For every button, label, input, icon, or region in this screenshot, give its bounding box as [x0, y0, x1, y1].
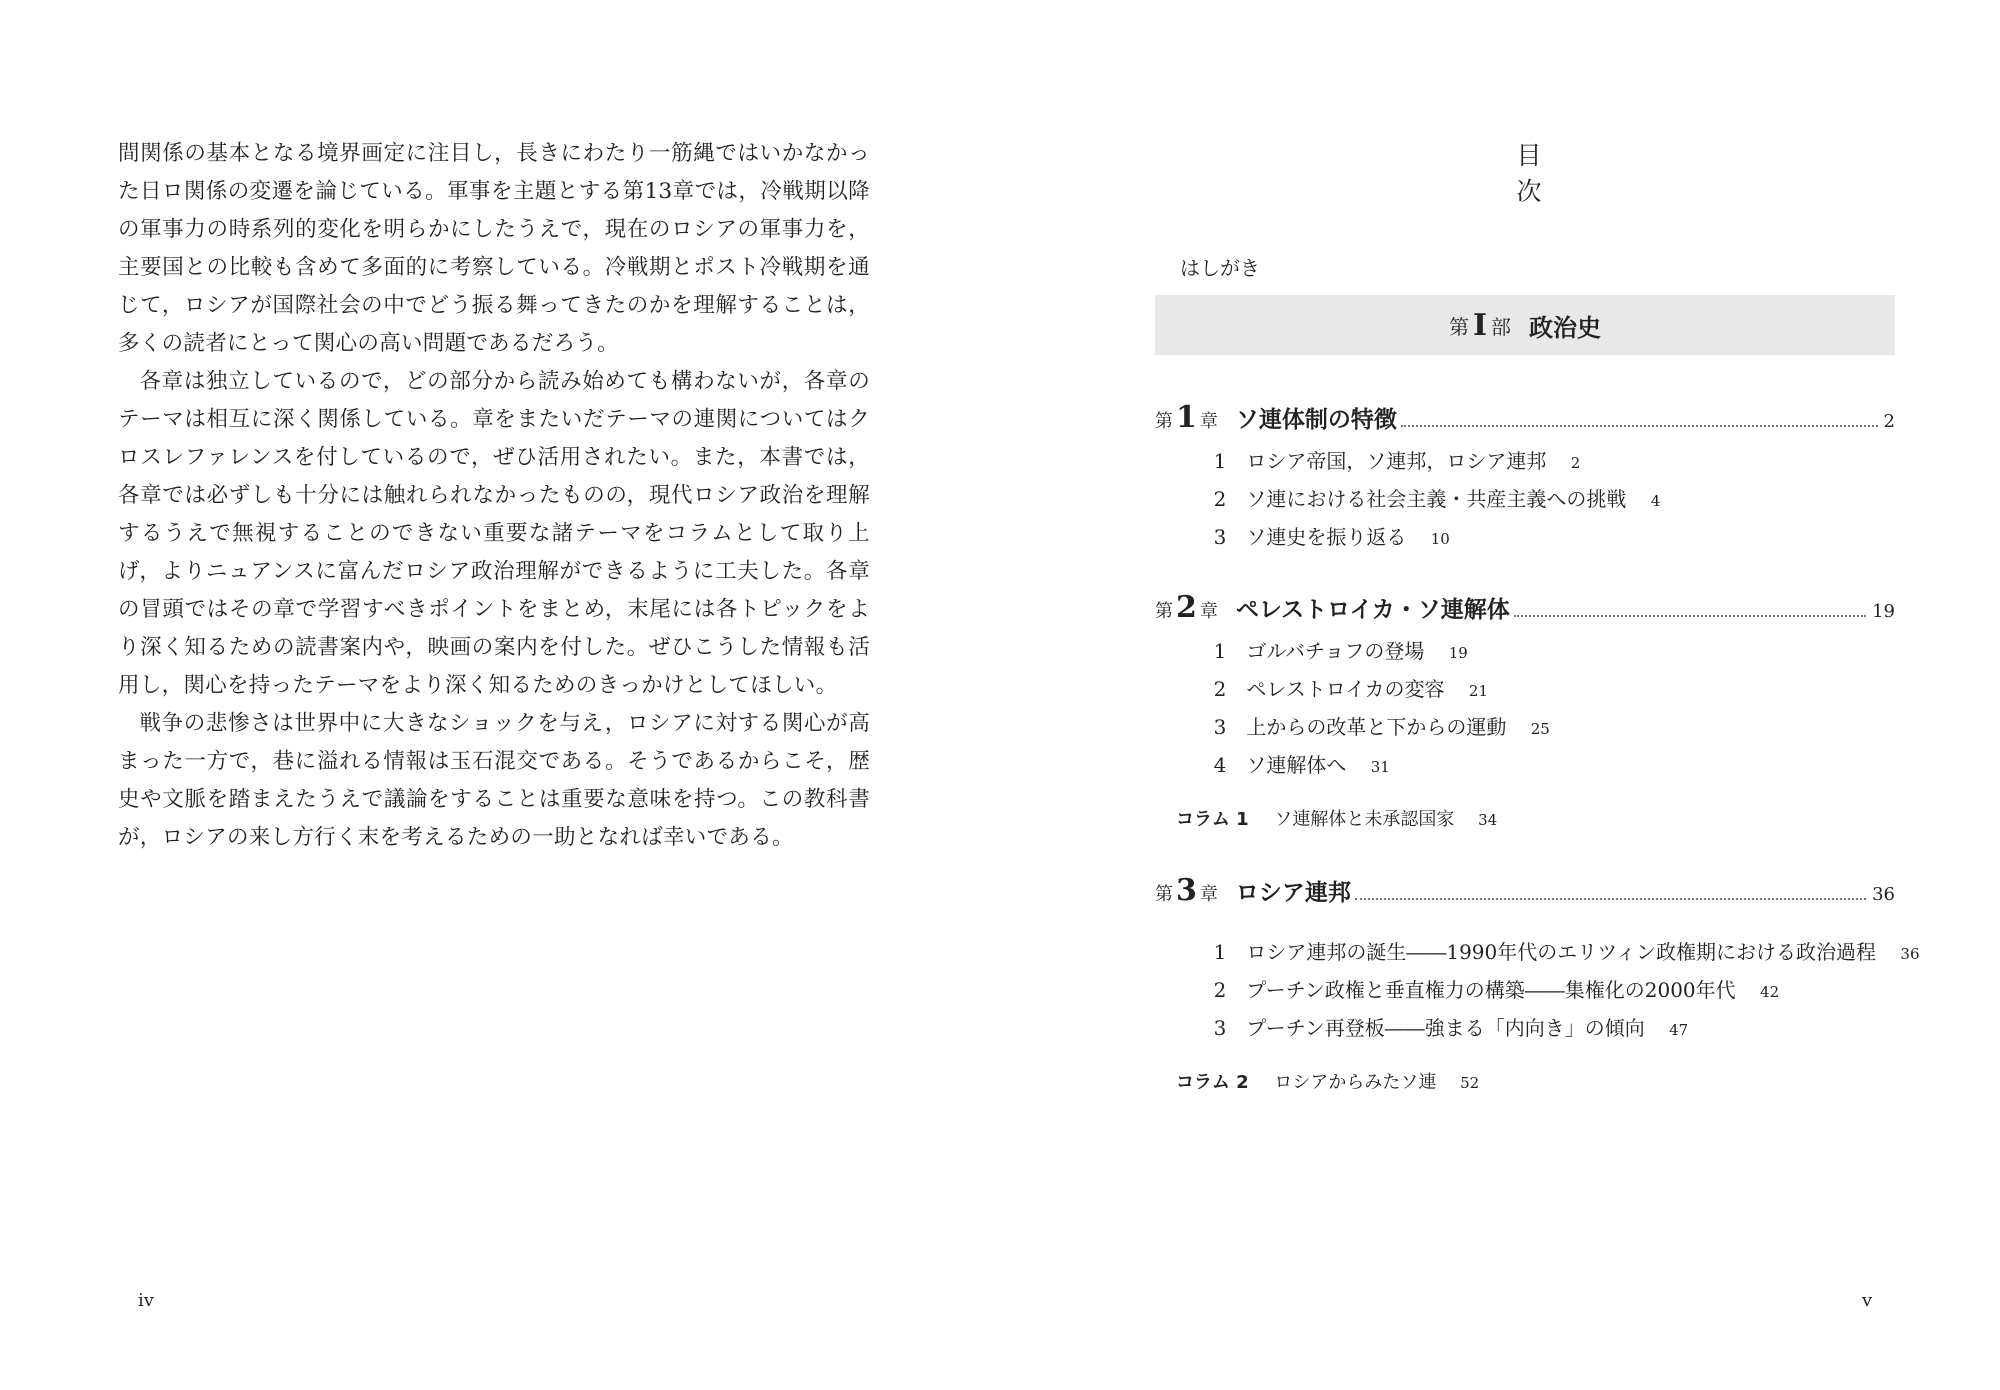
chapter-title: ロシア連邦: [1235, 880, 1351, 906]
section-number: 2: [1213, 487, 1227, 511]
column-page: 52: [1460, 1074, 1480, 1092]
toc-section: [1200, 483, 1660, 512]
section-page: 25: [1530, 720, 1550, 738]
part-number: I: [1472, 307, 1488, 343]
section-title: ロシア帝国，ソ連邦，ロシア連邦: [1246, 449, 1547, 473]
part-heading: [1155, 295, 1895, 355]
section-title: 上からの改革と下からの運動: [1246, 715, 1507, 739]
part-title: 政治史: [1529, 313, 1602, 342]
toc-section: [1200, 1012, 1688, 1041]
chapter-label-pre: 第: [1155, 411, 1173, 432]
right-page: [1000, 0, 2000, 1390]
chapter-page: 36: [1872, 884, 1895, 905]
section-page: 31: [1370, 758, 1390, 776]
toc-chapter: [1155, 590, 1895, 625]
section-page: 47: [1669, 1021, 1689, 1039]
toc-column-entry: [1176, 805, 1497, 831]
section-number: 1: [1213, 639, 1227, 663]
chapter-label-post: 章: [1199, 411, 1218, 432]
section-page: 4: [1650, 492, 1661, 510]
chapter-label-pre: 第: [1155, 884, 1173, 905]
chapter-number: 3: [1176, 873, 1197, 908]
section-title: ペレストロイカの変容: [1246, 677, 1445, 701]
column-label: コラム 2: [1176, 1072, 1249, 1093]
section-title: ゴルバチョフの登場: [1246, 639, 1425, 663]
section-title: ロシア連邦の誕生――1990年代のエリツィン政権期における政治過程: [1246, 940, 1877, 964]
section-page: 2: [1570, 454, 1581, 472]
section-number: 3: [1213, 525, 1227, 549]
section-number: 1: [1213, 449, 1227, 473]
section-title: ソ連解体へ: [1246, 753, 1347, 777]
page-number: v: [1862, 1290, 1873, 1311]
page-number: iv: [138, 1290, 154, 1311]
section-title: ソ連史を振り返る: [1246, 525, 1407, 549]
section-number: 1: [1213, 940, 1227, 964]
part-label-pre: 第: [1448, 314, 1469, 339]
leader-dots: [1355, 898, 1866, 900]
section-page: 21: [1468, 682, 1489, 700]
section-number: 2: [1213, 978, 1227, 1002]
toc-section: [1200, 673, 1488, 702]
leader-dots: [1514, 615, 1866, 617]
chapter-page: 19: [1872, 601, 1895, 622]
chapter-page: 2: [1883, 411, 1895, 432]
toc-chapter: [1155, 873, 1895, 908]
section-number: 3: [1213, 715, 1227, 739]
section-title: プーチン再登板――強まる「内向き」の傾向: [1246, 1016, 1645, 1040]
toc-section: [1200, 974, 1779, 1003]
chapter-number: 1: [1176, 400, 1197, 435]
leader-dots: [1401, 425, 1878, 427]
chapter-title: ペレストロイカ・ソ連解体: [1235, 597, 1510, 623]
chapter-title: ソ連体制の特徴: [1235, 407, 1397, 433]
chapter-number: 2: [1176, 590, 1197, 625]
paragraph: 間関係の基本となる境界画定に注目し，長きにわたり一筋縄ではいかなかった日ロ関係の変遷を論じている。軍事を主題とする第13章では，冷戦期以降の軍事力の時系列的変化を明らかにしたうえで，現在のロシアの軍事力を，主要国との比較も含めて多面的に考察している。冷戦期とポスト冷戦期を通じて，ロシアが国際社会の中でどう振る舞ってきたのかを理解することは，多くの読者にとって関心の高い問題であるだろう。: [118, 141, 870, 356]
paragraph: 戦争の悲惨さは世界中に大きなショックを与え，ロシアに対する関心が高まった一方で，巷に溢れる情報は玉石混交である。そうであるからこそ，歴史や文脈を踏まえたうえで議論をすることは重要な意味を持つ。この教科書が，ロシアの来し方行く末を考えるための一助となれば幸いである。: [118, 711, 870, 850]
column-label: コラム 1: [1176, 809, 1249, 830]
toc-section: [1200, 635, 1468, 664]
toc-section: [1200, 749, 1390, 778]
paragraph: 各章は独立しているので，どの部分から読み始めても構わないが，各章のテーマは相互に深く関係している。章をまたいだテーマの連関についてはクロスレファレンスを付しているので，ぜひ活用されたい。また，本書では，各章では必ずしも十分には触れられなかったものの，現代ロシア政治を理解するうえで無視することのできない重要な諸テーマをコラムとして取り上げ，よりニュアンスに富んだロシア政治理解ができるように工夫した。各章の冒頭ではその章で学習すべきポイントをまとめ，末尾には各トピックをより深く知るための読書案内や，映画の案内を付した。ぜひこうした情報も活用し，関心を持ったテーマをより深く知るためのきっかけとしてほしい。: [118, 369, 870, 698]
section-title: ソ連における社会主義・共産主義への挑戦: [1246, 487, 1627, 511]
toc-column-entry: [1176, 1068, 1479, 1094]
part-label-post: 部: [1491, 314, 1512, 339]
section-page: 42: [1760, 983, 1780, 1001]
column-title: ソ連解体と未承認国家: [1274, 809, 1455, 830]
chapter-label-post: 章: [1199, 601, 1218, 622]
toc-section: [1200, 521, 1450, 550]
toc-section: [1200, 711, 1550, 740]
chapter-label-pre: 第: [1155, 601, 1173, 622]
section-number: 3: [1213, 1016, 1227, 1040]
section-title: プーチン政権と垂直権力の構築――集権化の2000年代: [1246, 978, 1736, 1002]
section-page: 36: [1900, 945, 1920, 963]
column-title: ロシアからみたソ連: [1274, 1072, 1437, 1093]
toc-preface-entry: はしがき: [1180, 256, 1260, 280]
column-page: 34: [1478, 811, 1498, 829]
section-number: 4: [1213, 753, 1227, 777]
section-page: 10: [1430, 530, 1450, 548]
section-page: 19: [1448, 644, 1468, 662]
section-number: 2: [1213, 677, 1227, 701]
toc-chapter: [1155, 400, 1895, 435]
preface-body-text: [118, 135, 870, 857]
chapter-label-post: 章: [1199, 884, 1218, 905]
toc-section: [1200, 936, 1920, 965]
toc-title: 目 次: [1516, 141, 1564, 206]
toc-section: [1200, 445, 1580, 474]
